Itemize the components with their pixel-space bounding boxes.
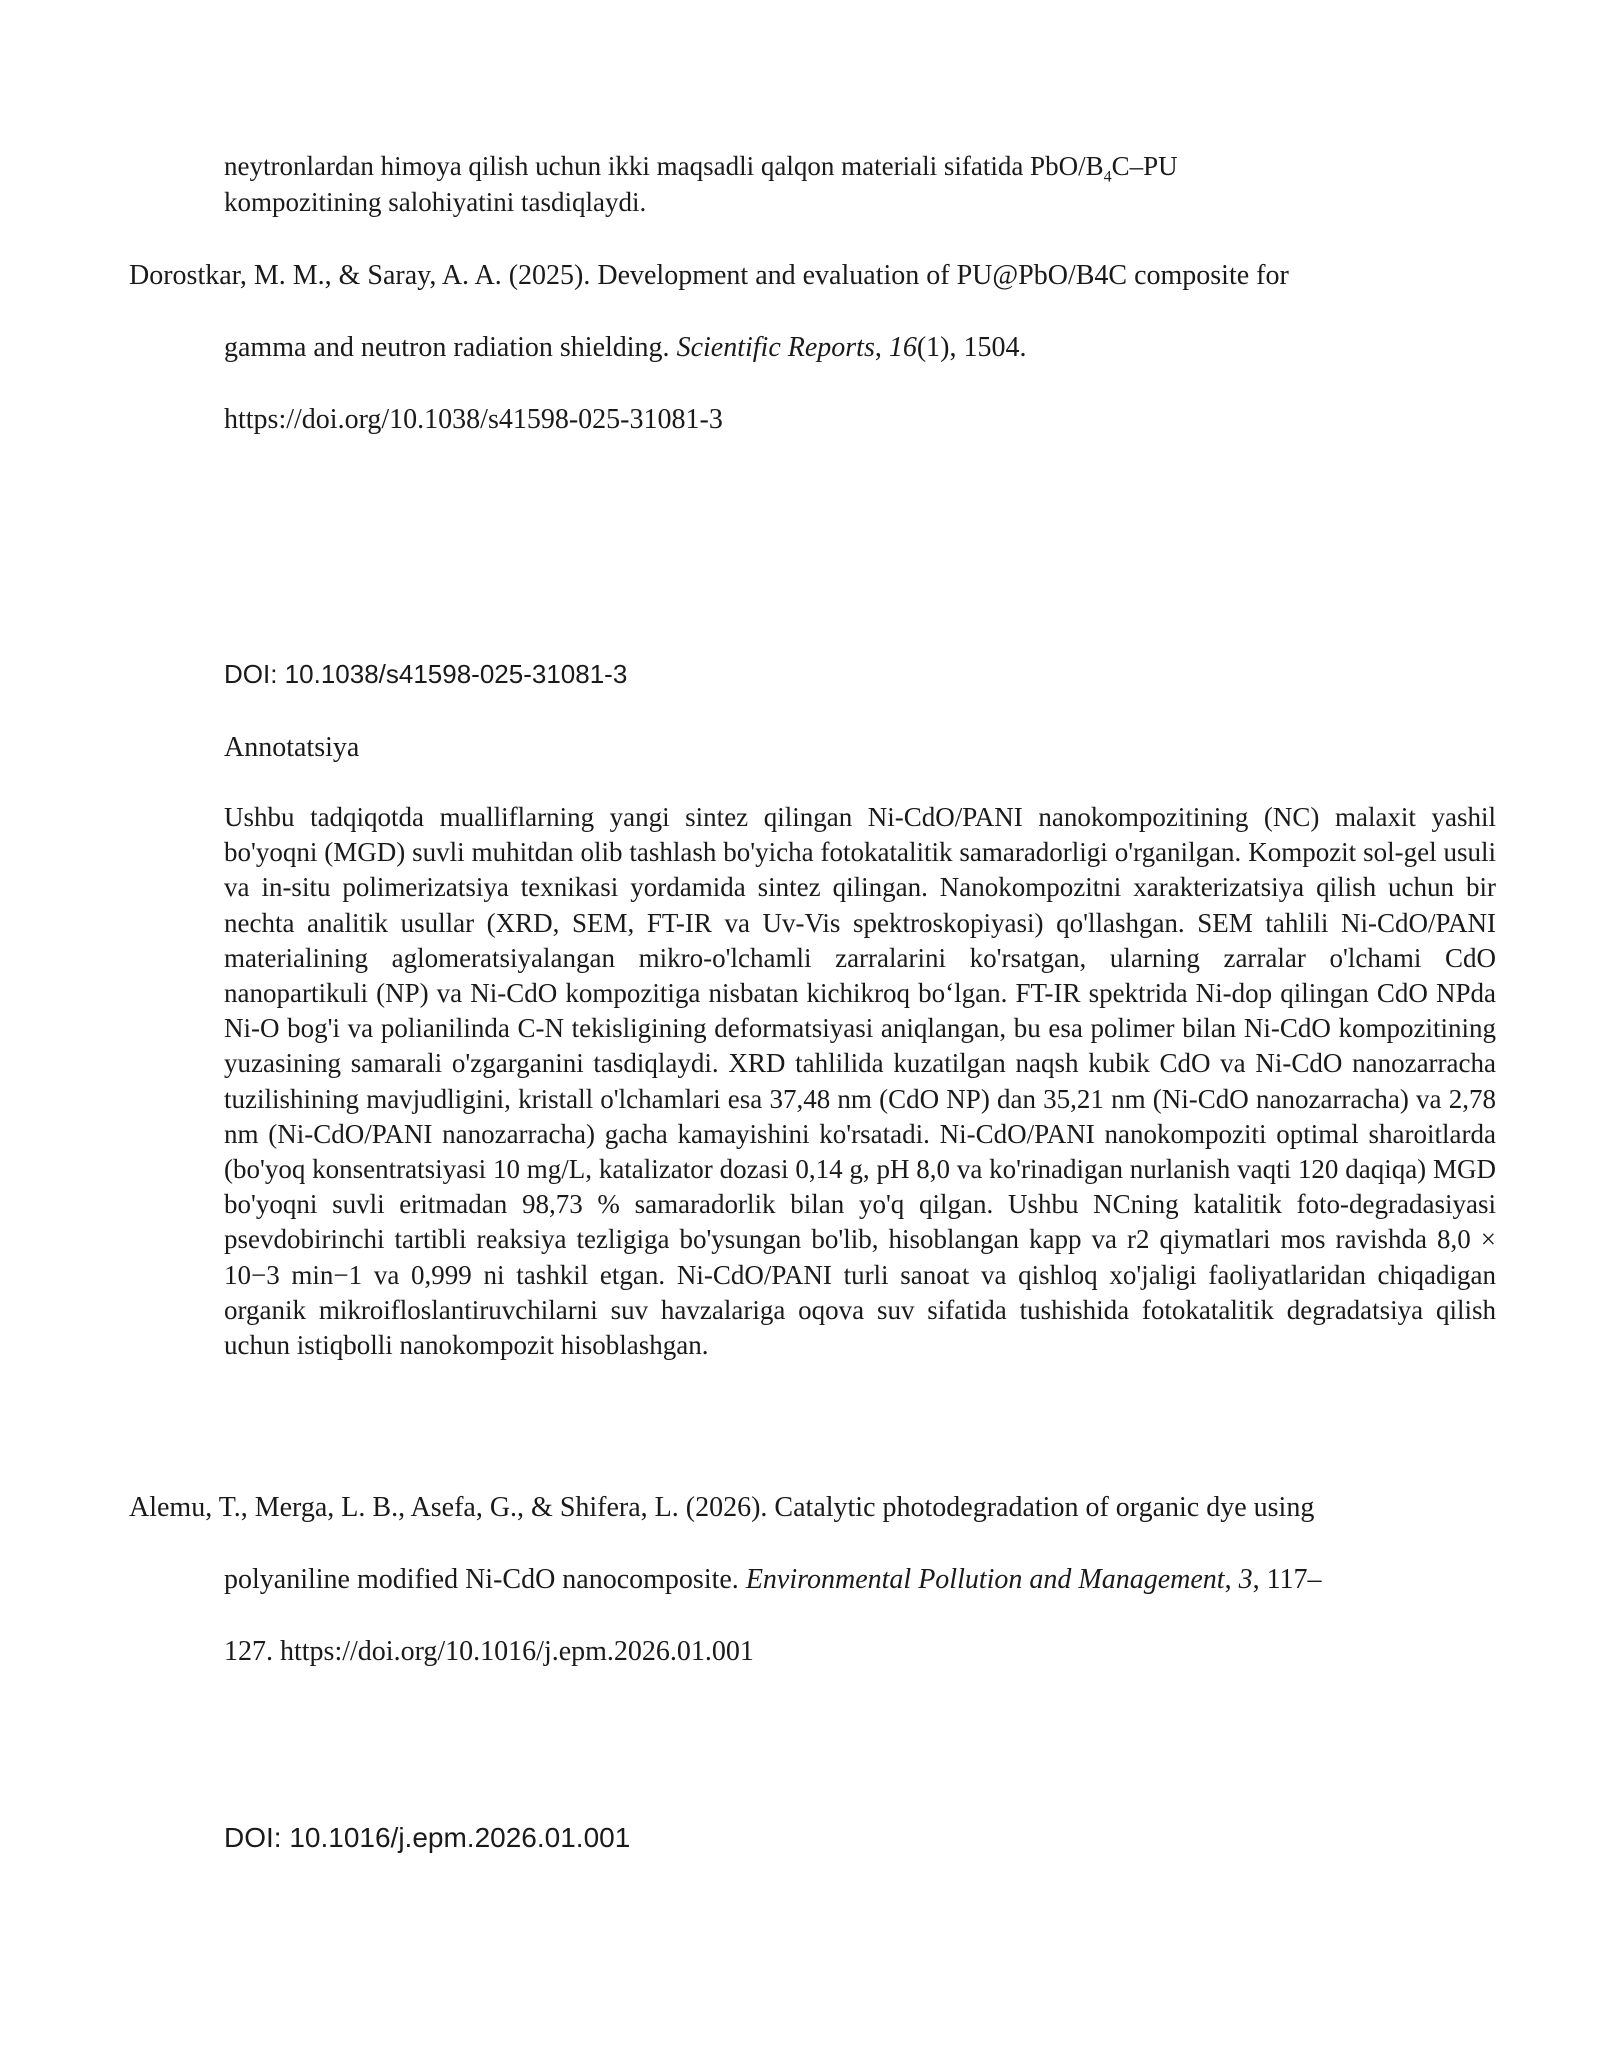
abstract-paragraph: Ushbu tadqiqotda mualliflarning yangi sintez qilingan Ni-CdO/PANI nanokompozitining (NC) malaxit yashil bo'yoqni (MGD) suvli muhitdan olib tashlash bo'yicha fotokatalitik samaradorligi o'rganilgan. Kompozit sol-gel usuli va in-situ polimerizatsiya texnikasi yordamida sintez qilingan. Nanokompozitni xarakterizatsiya qilish uchun bir nechta analitik usullar (XRD, SEM, FT-IR va Uv-Vis spektroskopiyasi) qo'llashgan. SEM tahlili Ni-CdO/PANI materialining aglomeratsiyalangan mikro-o'lchamli zarralarini ko'rsatgan, ularning zarralar o'lchami CdO nanopartikuli (NP) va Ni-CdO kompozitiga nisbatan kichikroq bo‘lgan. FT-IR spektrida Ni-dop qilingan CdO NPda Ni-O bog'i va polianilinda C-N tekisligining deformatsiyasi aniqlangan, bu esa polimer bilan Ni-CdO kompozitining yuzasining samarali o'zgarganini tasdiqlaydi. XRD tahlilida kuzatilgan naqsh kubik CdO va Ni-CdO nanozarracha tuzilishining mavjudligini, kristall o'lchamlari esa 37,48 nm (CdO NP) dan 35,21 nm (Ni-CdO nanozarracha) va 2,78 nm (Ni-CdO/PANI nanozarracha) gacha kamayishini ko'rsatadi. Ni-CdO/PANI nanokompoziti optimal sharoitlarda (bo'yoq konsentratsiyasi 10 mg/L, katalizator dozasi 0,14 g, pH 8,0 va ko'rinadigan nurlanish vaqti 120 daqiqa) MGD bo'yoqni suvli eritmadan 98,73 % samaradorlik bilan yo'q qilgan. Ushbu NCning katalitik foto-degradasiyasi psevdobirinchi tartibli reaksiya tezligiga bo'ysungan bo'lib, hisoblangan kapp va r2 qiymatlari mos ravishda 8,0 × 10−3 min−1 va 0,999 ni tashkil etgan. Ni-CdO/PANI turli sanoat va qishloq xo'jaligi faoliyatlaridan chiqadigan organik mikroifloslantiruvchilarni suv havzalariga oqova suv sifatida tushishida fotokatalitik degradatsiya qilish uchun istiqbolli nanokompozit hisoblashgan.	[224, 802, 1496, 1361]
continued-abstract	[224, 148, 1178, 220]
reference-1-doi-link[interactable]: https://doi.org/10.1038/s41598-025-31081-3	[224, 404, 723, 435]
reference-2-line-2: polyaniline modified Ni-CdO nanocomposite. Environmental Pollution and Management, 3, 117–	[224, 1564, 1322, 1595]
continued-abstract-line-1: neytronlardan himoya qilish uchun ikki maqsadli qalqon materiali sifatida PbO/$B_4C-PU$	[224, 151, 1178, 186]
reference-2-line-1: Alemu, T., Merga, L. B., Asefa, G., & Shifera, L. (2026). Catalytic photodegradation of organic dye using	[129, 1492, 1315, 1523]
reference-1-line-1: Dorostkar, M. M., & Saray, A. A. (2025). Development and evaluation of PU@PbO/B4C composite for	[129, 260, 1289, 291]
reference-1-line-2: gamma and neutron radiation shielding. Scientific Reports, 16(1), 1504.	[224, 332, 1027, 363]
continued-abstract-line-2: kompozitining salohiyatini tasdiqlaydi.	[224, 187, 647, 217]
reference-2-doi-link[interactable]: 127. https://doi.org/10.1016/j.epm.2026.01.001	[224, 1636, 754, 1667]
doi-label-1: DOI: 10.1038/s41598-025-31081-3	[224, 659, 628, 689]
annotation-heading: Annotatsiya	[224, 732, 360, 763]
doi-label-2: DOI: 10.1016/j.epm.2026.01.001	[224, 1822, 631, 1853]
